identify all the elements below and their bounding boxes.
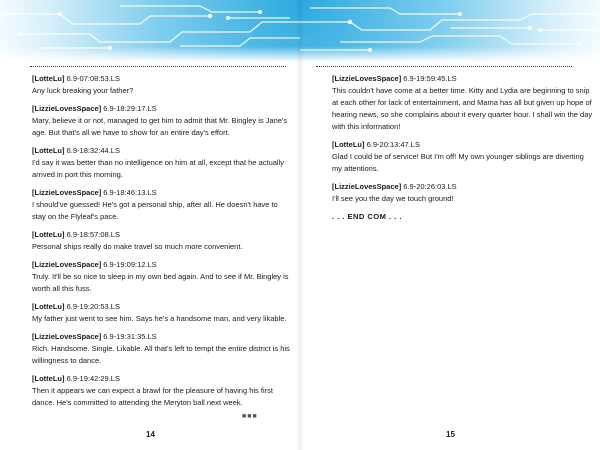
message-sender: [LotteLu] bbox=[332, 140, 365, 149]
chat-message bbox=[32, 260, 290, 295]
message-sender: [LizzieLovesSpace] bbox=[332, 182, 402, 191]
continuation-marker: ■■■ bbox=[242, 413, 258, 420]
message-sender: [LizzieLovesSpace] bbox=[32, 260, 102, 269]
chat-message bbox=[32, 374, 290, 409]
message-sender: [LizzieLovesSpace] bbox=[32, 188, 102, 197]
message-text: Truly. It'll be so nice to sleep in my own bed again. And to see if Mr. Bingley is worth all this fuss. bbox=[32, 272, 289, 293]
message-timestamp: 6.9-18:29:17.LS bbox=[103, 104, 157, 113]
message-timestamp: 6.9-18:57:08.LS bbox=[66, 230, 120, 239]
right-chat-log bbox=[332, 74, 594, 221]
message-sender: [LotteLu] bbox=[32, 374, 65, 383]
message-timestamp: 6.9-19:09:12.LS bbox=[103, 260, 157, 269]
left-chat-log bbox=[32, 74, 290, 416]
message-sender: [LotteLu] bbox=[32, 146, 65, 155]
message-sender: [LotteLu] bbox=[32, 302, 65, 311]
circuit-header-art bbox=[300, 0, 600, 68]
chat-message bbox=[32, 230, 290, 253]
message-text: Any luck breaking your father? bbox=[32, 86, 134, 95]
message-timestamp: 6.9-07:08:53.LS bbox=[66, 74, 120, 83]
page-number: 15 bbox=[446, 430, 455, 439]
message-text: I should've guessed! He's got a personal ship, after all. He doesn't have to stay on the Flyleaf's pace. bbox=[32, 200, 278, 221]
message-timestamp: 6.9-18:46:13.LS bbox=[103, 188, 157, 197]
message-timestamp: 6.9-20:26:03.LS bbox=[403, 182, 457, 191]
end-communication-marker: . . . END COM . . . bbox=[332, 212, 402, 221]
message-sender: [LizzieLovesSpace] bbox=[32, 104, 102, 113]
message-text: I'd say it was better than no intelligence on him at all, except that he actually arrived in port this morning. bbox=[32, 158, 284, 179]
message-sender: [LizzieLovesSpace] bbox=[332, 74, 402, 83]
message-timestamp: 6.9-19:42:29.LS bbox=[66, 374, 120, 383]
chat-message bbox=[332, 182, 594, 205]
header-dotted-rule bbox=[30, 66, 286, 67]
message-text: I'll see you the day we touch ground! bbox=[332, 194, 454, 203]
message-text: Mary, believe it or not, managed to get him to admit that Mr. Bingley is Jane's age. But that's all we have to show for an entire day's effort. bbox=[32, 116, 288, 137]
chat-message bbox=[32, 74, 290, 97]
header-dotted-rule bbox=[316, 66, 572, 67]
circuit-header-art bbox=[0, 0, 300, 68]
message-timestamp: 6.9-18:32:44.LS bbox=[66, 146, 120, 155]
message-text: Glad I could be of service! But I'm off! My own younger siblings are diverting my attentions. bbox=[332, 152, 584, 173]
chat-message bbox=[32, 188, 290, 223]
message-text: Then it appears we can expect a brawl for the pleasure of having his first dance. He's committed to attending the Meryton ball next week. bbox=[32, 386, 273, 407]
message-text: My father just went to see him. Says he's a handsome man, and very likable. bbox=[32, 314, 287, 323]
chat-message bbox=[32, 146, 290, 181]
message-timestamp: 6.9-20:13:47.LS bbox=[366, 140, 420, 149]
right-page bbox=[300, 0, 600, 450]
chat-message bbox=[32, 332, 290, 367]
page-number: 14 bbox=[146, 430, 155, 439]
message-timestamp: 6.9-19:59:45.LS bbox=[403, 74, 457, 83]
chat-message bbox=[332, 74, 594, 133]
chat-message bbox=[332, 140, 594, 175]
book-gutter-shadow bbox=[296, 0, 304, 450]
message-sender: [LotteLu] bbox=[32, 230, 65, 239]
chat-message bbox=[32, 104, 290, 139]
message-timestamp: 6.9-19:31:35.LS bbox=[103, 332, 157, 341]
message-text: This couldn't have come at a better time. Kitty and Lydia are beginning to snip at each other for lack of entertainment, and Mama has all but given up hope of hearing news, so she complains about it every quarter hour. I shall win the day with this information! bbox=[332, 86, 593, 131]
message-text: Rich. Handsome. Single. Likable. All that's left to tempt the entire district is his willingness to dance. bbox=[32, 344, 290, 365]
message-sender: [LizzieLovesSpace] bbox=[32, 332, 102, 341]
message-sender: [LotteLu] bbox=[32, 74, 65, 83]
chat-message bbox=[32, 302, 290, 325]
message-timestamp: 6.9-19:20:53.LS bbox=[66, 302, 120, 311]
message-text: Personal ships really do make travel so much more convenient. bbox=[32, 242, 243, 251]
